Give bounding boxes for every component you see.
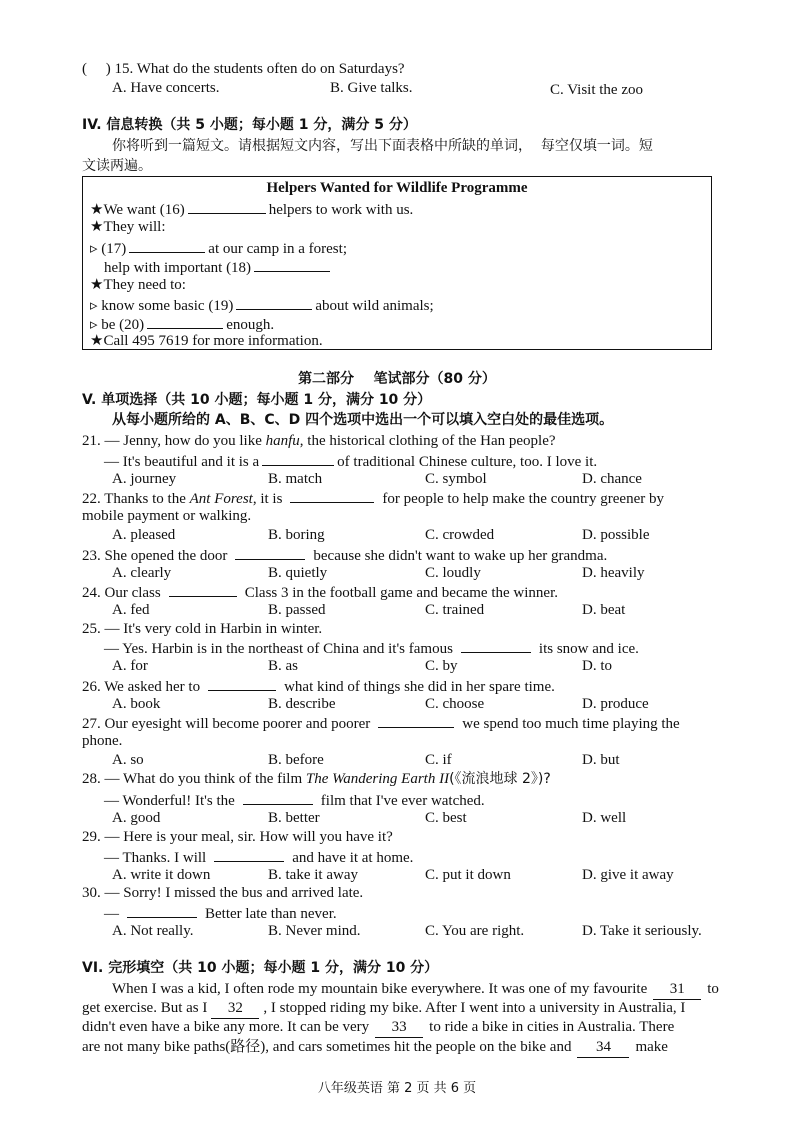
answer-blank-19[interactable] bbox=[236, 295, 312, 310]
cloze-line2 bbox=[82, 999, 685, 1019]
q27-text: 27. Our eyesight will become poorer and poorer bbox=[82, 716, 371, 732]
cloze-line1-text: When I was a kid, I often rode my mountain bike everywhere. It was one of my favourite bbox=[112, 981, 648, 997]
q22-option-b: B. boring bbox=[268, 527, 325, 543]
q24-line1 bbox=[82, 582, 558, 603]
q30-option-c: C. You are right. bbox=[425, 923, 525, 939]
cloze-line4 bbox=[82, 1038, 668, 1058]
q28-line2 bbox=[104, 790, 485, 811]
cloze-line3-text: didn't even have a bike any more. It can be very bbox=[82, 1019, 370, 1035]
q28-text: 28. — What do you think of the film bbox=[82, 771, 306, 787]
box-line-they-will: ★They will: bbox=[90, 219, 166, 235]
q22-italic: Ant Forest bbox=[189, 491, 253, 507]
q23-option-b: B. quietly bbox=[268, 565, 328, 581]
cloze-line3 bbox=[82, 1018, 674, 1038]
q28-reply: — Wonderful! It's the bbox=[104, 793, 235, 809]
q23-option-c: C. loudly bbox=[425, 565, 481, 581]
q27-option-d: D. but bbox=[582, 752, 620, 768]
q30-blank[interactable] bbox=[127, 903, 197, 918]
q21-italic: hanfu bbox=[265, 433, 300, 449]
q15-stem: ( ) 15. What do the students often do on Saturdays? bbox=[82, 61, 405, 77]
cloze-blank-32[interactable]: 32 bbox=[211, 999, 259, 1019]
q21-option-b: B. match bbox=[268, 471, 323, 487]
q22-option-c: C. crowded bbox=[425, 527, 495, 543]
q25-option-b: B. as bbox=[268, 658, 298, 674]
q22-blank[interactable] bbox=[290, 488, 374, 503]
q25-option-d: D. to bbox=[582, 658, 612, 674]
q30-option-a: A. Not really. bbox=[112, 923, 194, 939]
box-line-18 bbox=[104, 257, 333, 278]
q26-option-b: B. describe bbox=[268, 696, 336, 712]
section-6-title: VI. 完形填空（共 10 小题；每小题 1 分，满分 10 分） bbox=[82, 960, 439, 976]
q25-reply: — Yes. Harbin is in the northeast of China and it's famous bbox=[104, 641, 453, 657]
cloze-blank-31[interactable]: 31 bbox=[653, 980, 701, 1000]
cloze-line2-text: get exercise. But as I bbox=[82, 1000, 208, 1016]
q24-text: 24. Our class bbox=[82, 585, 161, 601]
q28-option-a: A. good bbox=[112, 810, 161, 826]
box-line-19-rest: about wild animals; bbox=[315, 298, 434, 314]
q26-option-a: A. book bbox=[112, 696, 161, 712]
q28-reply-rest: film that I've ever watched. bbox=[320, 793, 485, 809]
answer-blank-18[interactable] bbox=[254, 257, 330, 272]
q23-option-a: A. clearly bbox=[112, 565, 172, 581]
q26-blank[interactable] bbox=[208, 676, 276, 691]
box-line-they-need: ★They need to: bbox=[90, 277, 186, 293]
box-line-20-text: ▹ be (20) bbox=[90, 317, 145, 333]
q28-text-rest: (《流浪地球 2》)? bbox=[449, 771, 551, 787]
cloze-line1-rest: to bbox=[707, 981, 719, 997]
q22-text-rest: for people to help make the country greener by bbox=[382, 491, 664, 507]
section-4-instruction-line1: 你将听到一篇短文。请根据短文内容，写出下面表格中所缺的单词， 每空仅填一词。短 bbox=[112, 138, 653, 154]
q21-line2 bbox=[104, 451, 597, 472]
box-line-16 bbox=[90, 199, 413, 220]
cloze-line3-rest: to ride a bike in cities in Australia. There bbox=[429, 1019, 675, 1035]
q28-blank[interactable] bbox=[243, 790, 313, 805]
box-line-19 bbox=[90, 295, 434, 316]
answer-blank-16[interactable] bbox=[188, 199, 266, 214]
q29-reply-rest: and have it at home. bbox=[292, 850, 414, 866]
q27-line1 bbox=[82, 713, 680, 734]
q21-line1 bbox=[82, 432, 556, 451]
q25-line1: 25. — It's very cold in Harbin in winter. bbox=[82, 621, 323, 637]
q29-line1: 29. — Here is your meal, sir. How will you have it? bbox=[82, 829, 393, 845]
q25-option-a: A. for bbox=[112, 658, 148, 674]
q21-text-rest: , the historical clothing of the Han people? bbox=[299, 433, 556, 449]
box-title: Helpers Wanted for Wildlife Programme bbox=[266, 180, 528, 196]
q15-option-a: A. Have concerts. bbox=[112, 80, 220, 96]
q22-line2: mobile payment or walking. bbox=[82, 508, 252, 524]
q15-option-b: B. Give talks. bbox=[330, 80, 413, 96]
q24-option-c: C. trained bbox=[425, 602, 485, 618]
cloze-blank-34[interactable]: 34 bbox=[577, 1038, 629, 1058]
q30-reply-rest: Better late than never. bbox=[205, 906, 337, 922]
box-line-17 bbox=[90, 238, 347, 259]
box-line-16-text: ★We want (16) bbox=[90, 202, 185, 218]
q26-option-d: D. produce bbox=[582, 696, 649, 712]
q28-option-c: C. best bbox=[425, 810, 467, 826]
q30-option-d: D. Take it seriously. bbox=[582, 923, 702, 939]
q25-line2 bbox=[104, 638, 639, 659]
q30-line1: 30. — Sorry! I missed the bus and arrived late. bbox=[82, 885, 364, 901]
q21-option-d: D. chance bbox=[582, 471, 642, 487]
q29-option-d: D. give it away bbox=[582, 867, 674, 883]
q24-option-d: D. beat bbox=[582, 602, 626, 618]
q21-text: 21. — Jenny, how do you like bbox=[82, 433, 266, 449]
part-2-heading: 第二部分 笔试部分（80 分） bbox=[298, 371, 496, 387]
q21-reply: — It's beautiful and it is a bbox=[104, 454, 260, 470]
box-line-18-text: help with important (18) bbox=[104, 260, 252, 276]
q22-line1 bbox=[82, 488, 664, 509]
q27-text-rest: we spend too much time playing the bbox=[462, 716, 680, 732]
q22-text: 22. Thanks to the bbox=[82, 491, 190, 507]
cloze-line4-rest: make bbox=[635, 1039, 668, 1055]
box-line-17-rest: at our camp in a forest; bbox=[208, 241, 347, 257]
box-line-20-rest: enough. bbox=[226, 317, 275, 333]
box-line-call: ★Call 495 7619 for more information. bbox=[90, 333, 323, 349]
q25-reply-rest: its snow and ice. bbox=[538, 641, 639, 657]
q25-blank[interactable] bbox=[461, 638, 531, 653]
page-footer: 八年级英语 第 2 页 共 6 页 bbox=[317, 1081, 477, 1096]
q30-reply: — bbox=[104, 906, 119, 922]
q27-option-c: C. if bbox=[425, 752, 452, 768]
q27-blank[interactable] bbox=[378, 713, 454, 728]
q21-reply-rest: of traditional Chinese culture, too. I love it. bbox=[337, 454, 598, 470]
q26-text-rest: what kind of things she did in her spare time. bbox=[284, 679, 555, 695]
q28-option-d: D. well bbox=[582, 810, 627, 826]
q29-blank[interactable] bbox=[214, 847, 284, 862]
cloze-line1 bbox=[112, 980, 719, 1000]
q29-reply: — Thanks. I will bbox=[104, 850, 207, 866]
q24-blank[interactable] bbox=[169, 582, 237, 597]
q26-option-c: C. choose bbox=[425, 696, 485, 712]
q24-option-a: A. fed bbox=[112, 602, 150, 618]
q23-text-rest: because she didn't want to wake up her grandma. bbox=[313, 548, 608, 564]
q28-option-b: B. better bbox=[268, 810, 320, 826]
section-5-title: V. 单项选择（共 10 小题；每小题 1 分，满分 10 分） bbox=[82, 392, 432, 408]
answer-blank-17[interactable] bbox=[129, 238, 205, 253]
box-line-16-rest: helpers to work with us. bbox=[268, 202, 414, 218]
q23-option-d: D. heavily bbox=[582, 565, 645, 581]
q27-option-a: A. so bbox=[112, 752, 144, 768]
q29-option-c: C. put it down bbox=[425, 867, 511, 883]
q22-option-a: A. pleased bbox=[112, 527, 176, 543]
q24-text-rest: Class 3 in the football game and became the winner. bbox=[244, 585, 558, 601]
q26-text: 26. We asked her to bbox=[82, 679, 201, 695]
section-4-title: IV. 信息转换（共 5 小题；每小题 1 分，满分 5 分） bbox=[82, 117, 417, 133]
q29-option-a: A. write it down bbox=[112, 867, 211, 883]
q24-option-b: B. passed bbox=[268, 602, 326, 618]
q30-line2 bbox=[104, 903, 337, 924]
q30-option-b: B. Never mind. bbox=[268, 923, 361, 939]
q15-option-c: C. Visit the zoo bbox=[550, 82, 643, 98]
box-line-17-text: ▹ (17) bbox=[90, 241, 127, 257]
section-5-instruction: 从每小题所给的 A、B、C、D 四个选项中选出一个可以填入空白处的最佳选项。 bbox=[112, 412, 614, 428]
cloze-line2-rest: , I stopped riding my bike. After I went into a university in Australia, I bbox=[263, 1000, 686, 1016]
q23-text: 23. She opened the door bbox=[82, 548, 228, 564]
q29-option-b: B. take it away bbox=[268, 867, 358, 883]
q28-italic: The Wandering Earth II bbox=[305, 771, 450, 787]
q27-option-b: B. before bbox=[268, 752, 324, 768]
q22-option-d: D. possible bbox=[582, 527, 650, 543]
q27-line2: phone. bbox=[82, 733, 123, 749]
q22-text-mid: , it is bbox=[252, 491, 283, 507]
q25-option-c: C. by bbox=[425, 658, 458, 674]
q28-line1 bbox=[82, 770, 551, 789]
q23-blank[interactable] bbox=[235, 545, 305, 560]
q21-blank[interactable] bbox=[262, 451, 334, 466]
q21-option-c: C. symbol bbox=[425, 471, 487, 487]
q21-option-a: A. journey bbox=[112, 471, 177, 487]
box-line-19-text: ▹ know some basic (19) bbox=[90, 298, 234, 314]
section-4-instruction-line2: 文读两遍。 bbox=[82, 158, 152, 174]
cloze-line4-text: are not many bike paths(路径), and cars sometimes hit the people on the bike and bbox=[82, 1039, 572, 1055]
answer-blank-20[interactable] bbox=[147, 314, 223, 329]
q29-line2 bbox=[104, 847, 413, 868]
q26-line1 bbox=[82, 676, 555, 697]
q23-line1 bbox=[82, 545, 607, 566]
cloze-blank-33[interactable]: 33 bbox=[375, 1018, 423, 1038]
